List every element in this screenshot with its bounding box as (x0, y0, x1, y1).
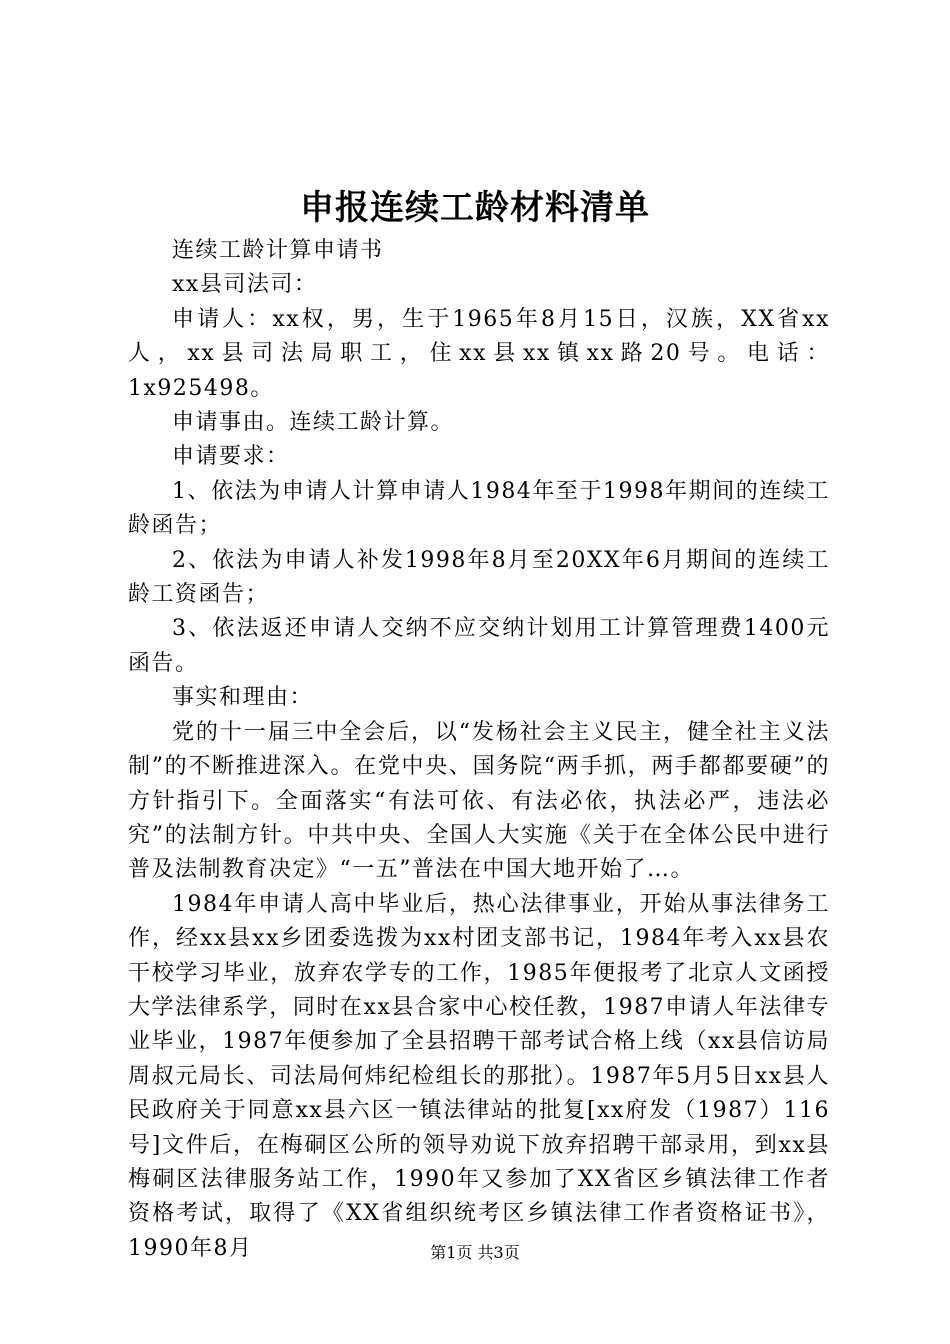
paragraph-request-1: 1、依法为申请人计算申请人1984年至于1998年期间的连续工龄函告； (128, 478, 830, 539)
paragraph-request-2: 2、依法为申请人补发1998年8月至20XX年6月期间的连续工龄工资函告； (128, 547, 830, 608)
paragraph-facts-2: 1984年申请人高中毕业后，热心法律事业，开始从事法律务工作，经xx县xx乡团委选拨为xx村团支部书记，1984年考入xx县农干校学习毕业，放弃农学专的工作，1985年便报考了北京人文函授大学法律系学，同时在xx县合家中心校任教，1987申请人年法律专业毕业，1987年便参加了全县招聘干部考试合格上线（xx县信访局周叔元局长、司法局何炜纪检组长的那批）。1987年5月5日xx县人民政府关于同意xx县六区一镇法律站的批复[xx府发（1987）116号]文件后，在梅硐区公所的领导劝说下放弃招聘干部录用，到xx县梅硐区法律服务站工作，1990年又参加了XX省区乡镇法律工作者资格考试，取得了《XX省组织统考区乡镇法律工作者资格证书》，1990年8月 (128, 891, 830, 1261)
paragraph-addressee: xx县司法司： (172, 272, 318, 298)
paragraph-requests-heading: 申请要求： (172, 444, 290, 470)
page-indicator: 第1页 共3页 (430, 1243, 520, 1262)
paragraph-subtitle: 连续工龄计算申请书 (172, 238, 384, 263)
paragraph-reason: 申请事由。连续工龄计算。 (172, 410, 455, 436)
paragraph-applicant: 申请人：xx权，男，生于1965年8月15日，汉族，XX省xx人，xx县司法局职工，住xx县xx镇xx路20号。电话：1x925498。 (128, 306, 830, 401)
paragraph-request-3: 3、依法返还申请人交纳不应交纳计划用工计算管理费1400元函告。 (128, 616, 830, 676)
document-body (128, 234, 830, 1266)
paragraph-facts-heading: 事实和理由： (172, 685, 314, 711)
paragraph-facts-1: 党的十一届三中全会后，以“发杨社会主义民主，健全社主义法制”的不断推进深入。在党中央、国务院“两手抓，两手都都要硬”的方针指引下。全面落实“有法可依、有法必依，执法必严，违法必究”的法制方针。中共中央、全国人大实施《关于在全体公民中进行普及法制教育决定》“一五”普法在中国大地开始了…。 (128, 719, 830, 883)
document-title: 申报连续工龄材料清单 (300, 188, 650, 228)
